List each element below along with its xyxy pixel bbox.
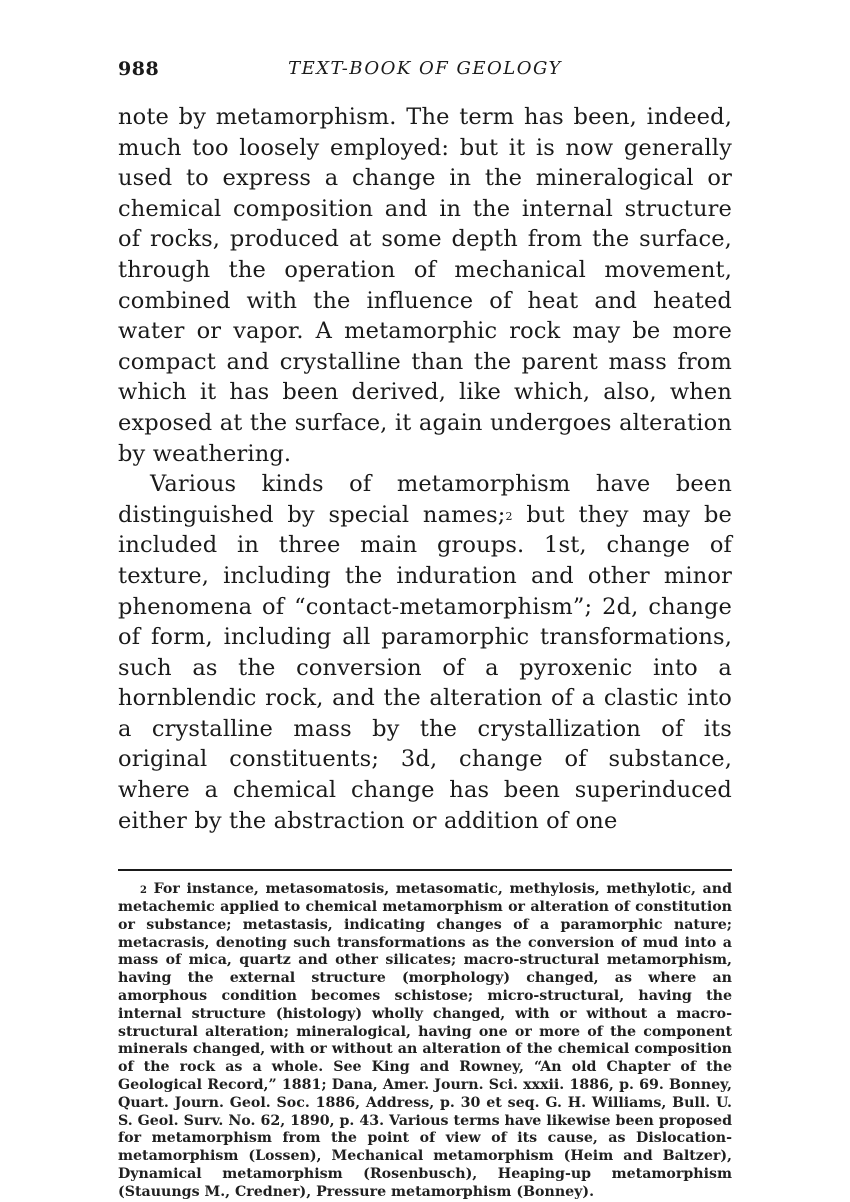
footnote-text: For instance, metasomatosis, metasomatic, methylosis, methylotic, and metachemic applied to chemical metamorphism or alteration of constitution or substance; metastasis, indicating changes of a paramorphic nature; metacrasis, denoting such transformations as the conversion of mud into a mass of mica, quartz and other silicates; macro-structural metamorphism, having the external structure (morphology) changed, as where an amorphous condition becomes schistose; micro-structural, having the internal structure (histology) wholly changed, with or without a macro-structural alteration; mineralogical, having one or more of the component minerals changed, with or without an alteration of the chemical composition of the rock as a whole. See King and Rowney, “An old Chapter of the Geological Record,” 1881; Dana, Amer. Journ. Sci. xxxii. 1886, p. 69. Bonney, Quart. Journ. Geol. Soc. 1886, Address, p. 30 et seq. G. H. Williams, Bull. U. S. Geol. Surv. No. 62, 1890, p. 43. Various terms have likewise been proposed for metamorphism from the point of view of its cause, as Dislocation-metamorphism (Lossen), Mechanical metamorphism (Heim and Baltzer), Dynamical metamorphism (Rosenbusch), Heaping-up metamorphism (Stauungs M., Credner), Pressure metamorphism (Bonney).	[118, 881, 732, 1200]
running-head	[118, 58, 732, 92]
paragraph-2-text-end: but they may be included in three main groups. 1st, change of texture, including the induration and other minor phenomena of “contact-metamorphism”; 2d, change of form, including all paramorphic transformations, such as the conversion of a pyroxenic into a hornblendic rock, and the alteration of a clastic into a crystalline mass by the crystallization of its original constituents; 3d, change of substance, where a chemical change has been superinduced either by the abstraction or addition of one	[118, 501, 732, 834]
paragraph-1: note by metamorphism. The term has been, indeed, much too loosely employed: but it is now generally used to express a change in the mineralogical or chemical composition and in the internal structure of rocks, produced at some depth from the surface, through the operation of mechanical movement, combined with the influence of heat and heated water or vapor. A metamorphic rock may be more compact and crystalline than the parent mass from which it has been derived, like which, also, when exposed at the surface, it again undergoes alteration by weathering.	[118, 104, 732, 467]
running-title: TEXT-BOOK OF GEOLOGY	[288, 58, 562, 79]
body-text	[118, 102, 732, 836]
footnote-marker: 2	[140, 885, 147, 897]
paragraph-2	[118, 469, 732, 836]
paragraph-2-text-start: Various kinds of metamorphism have been distinguished by special names;	[118, 471, 732, 528]
footnote-divider	[118, 869, 732, 871]
book-page	[118, 58, 732, 1202]
page-number: 988	[118, 58, 160, 80]
footnote	[118, 881, 732, 1201]
footnote-reference: 2	[505, 509, 513, 523]
